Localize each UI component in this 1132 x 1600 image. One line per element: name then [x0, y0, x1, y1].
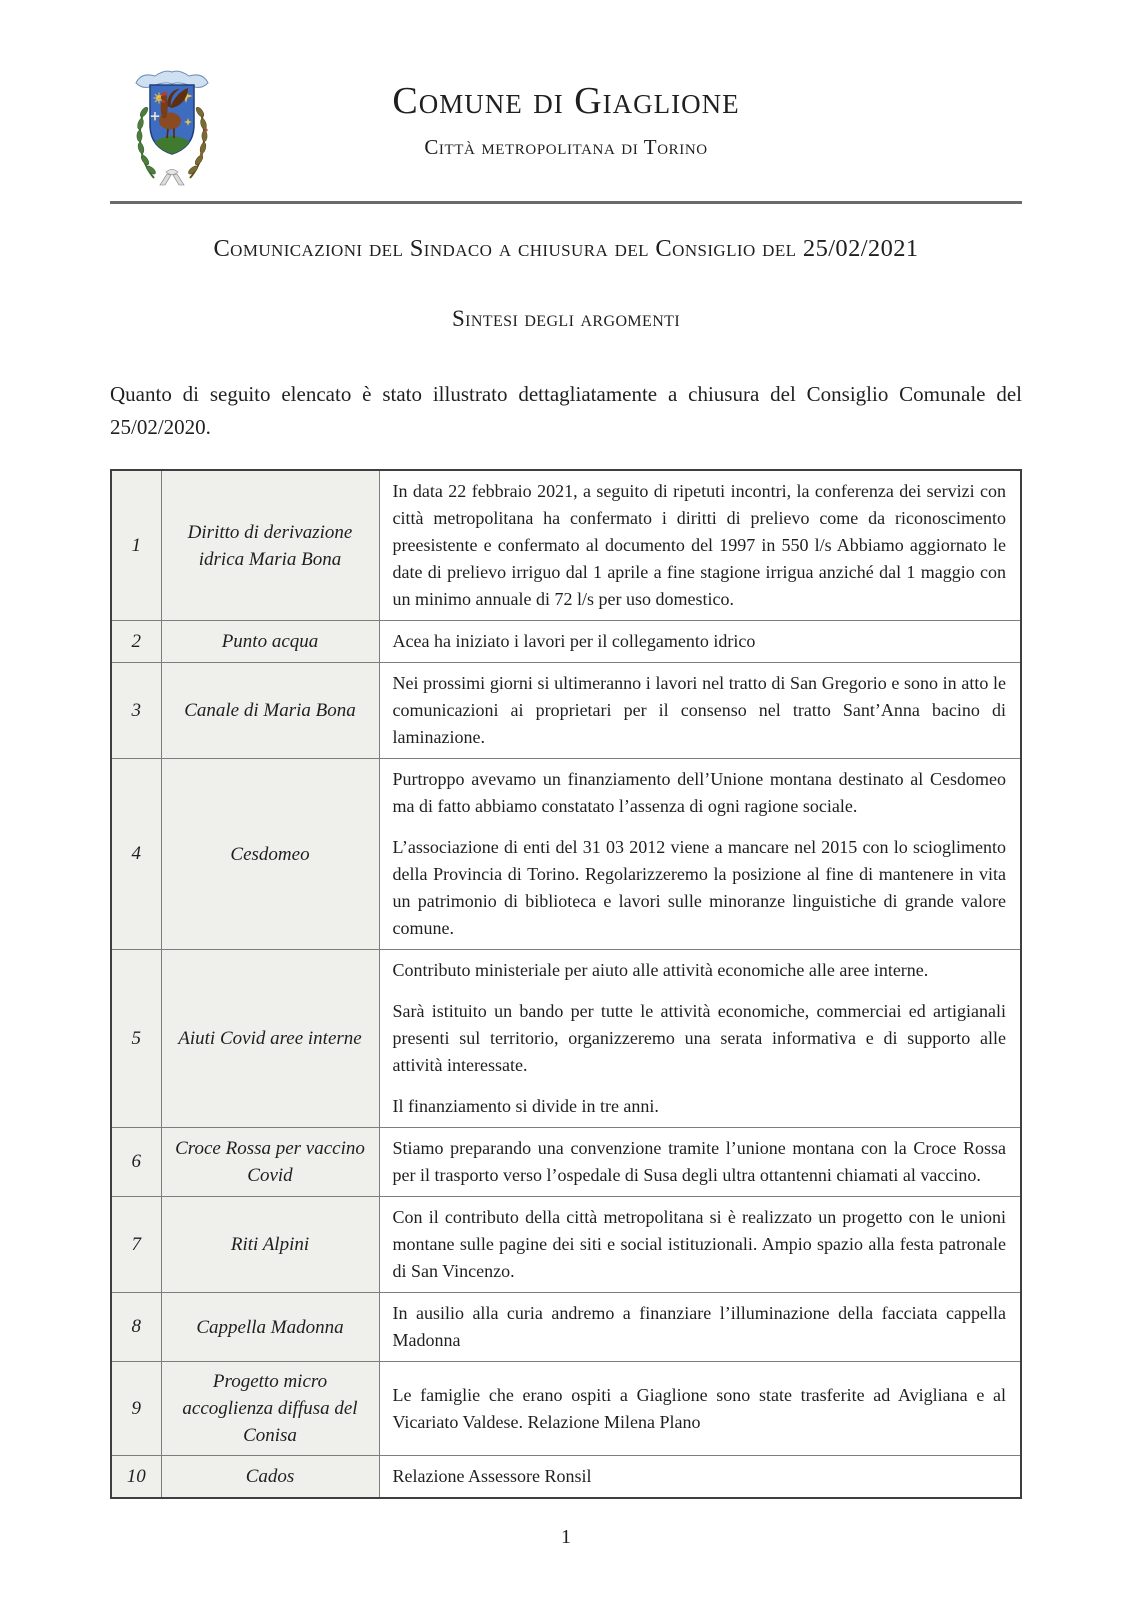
description-paragraph: Stiamo preparando una convenzione tramite l’unione montana con la Croce Rossa per il trasporto verso l’ospedale di Susa degli ultra ottantenni chiamati al vaccino.: [392, 1138, 1006, 1185]
row-number-cell: 9: [111, 1362, 161, 1456]
table-row: [111, 1128, 1021, 1197]
row-description-cell: [379, 950, 1021, 1128]
table-row: [111, 1362, 1021, 1456]
row-topic-cell: Cados: [161, 1456, 379, 1499]
municipality-title: Comune di Giaglione: [392, 80, 740, 122]
table-row: [111, 1293, 1021, 1362]
table-row: [111, 1197, 1021, 1293]
row-number-cell: 2: [111, 621, 161, 663]
row-number-cell: 1: [111, 470, 161, 621]
table-row: [111, 663, 1021, 759]
municipality-subtitle: Città metropolitana di Torino: [424, 134, 708, 159]
row-description-cell: [379, 1128, 1021, 1197]
table-row: [111, 950, 1021, 1128]
row-description-cell: [379, 470, 1021, 621]
document-heading: Comunicazioni del Sindaco a chiusura del Consiglio del 25/02/2021: [213, 235, 919, 262]
row-topic-cell: Croce Rossa per vaccino Covid: [161, 1128, 379, 1197]
row-topic-cell: Cesdomeo: [161, 759, 379, 950]
page-number: 1: [561, 1526, 571, 1548]
description-paragraph: In data 22 febbraio 2021, a seguito di ripetuti incontri, la conferenza dei servizi con città metropolitana ha confermato i diritti di prelievo come da riconoscimento preesistente e confermato al documento del 1997 in 550 l/s Abbiamo aggiornato le date di prelievo irriguo dal 1 aprile a fine stagione irrigua anziché dal 1 maggio con un minimo annuale di 72 l/s per uso domestico.: [392, 481, 1006, 609]
table-row: [111, 621, 1021, 663]
table-row: [111, 759, 1021, 950]
header-divider: [110, 201, 1022, 204]
row-topic-cell: Punto acqua: [161, 621, 379, 663]
row-description-cell: [379, 1456, 1021, 1499]
row-description-cell: [379, 663, 1021, 759]
row-topic-cell: Cappella Madonna: [161, 1293, 379, 1362]
topics-table: [110, 469, 1022, 1499]
title-block: [110, 66, 1022, 158]
row-topic-cell: Progetto micro accoglienza diffusa del Conisa: [161, 1362, 379, 1456]
description-paragraph: Contributo ministeriale per aiuto alle attività economiche alle aree interne.: [392, 960, 929, 980]
row-description-cell: [379, 621, 1021, 663]
description-paragraph: Sarà istituito un bando per tutte le attività economiche, commerciai ed artigianali presenti sul territorio, organizzeremo una serata informativa e di supporto alle attività interessate.: [392, 1001, 1006, 1075]
row-number-cell: 8: [111, 1293, 161, 1362]
row-number-cell: 3: [111, 663, 161, 759]
description-paragraph: In ausilio alla curia andremo a finanziare l’illuminazione della facciata cappella Madonna: [392, 1303, 1006, 1350]
row-topic-cell: Diritto di derivazione idrica Maria Bona: [161, 470, 379, 621]
description-paragraph: L’associazione di enti del 31 03 2012 viene a mancare nel 2015 con lo scioglimento della Provincia di Torino. Regolarizzeremo la posizione al fine di mantenere in vita un patrimonio di biblioteca e lavori sulle minoranze linguistiche di grande valore comune.: [392, 837, 1006, 938]
description-paragraph: Il finanziamento si divide in tre anni.: [392, 1096, 659, 1116]
document-subheading: Sintesi degli argomenti: [451, 306, 681, 331]
topics-table-body: [111, 470, 1021, 1498]
intro-paragraph: Quanto di seguito elencato è stato illustrato dettagliatamente a chiusura del Consiglio Comunale del 25/02/2020.: [110, 382, 1022, 439]
description-paragraph: Purtroppo avevamo un finanziamento dell’Unione montana destinato al Cesdomeo ma di fatto abbiamo constatato l’assenza di ogni ragione sociale.: [392, 769, 1006, 816]
row-topic-cell: Aiuti Covid aree interne: [161, 950, 379, 1128]
row-description-cell: [379, 1293, 1021, 1362]
row-topic-cell: Canale di Maria Bona: [161, 663, 379, 759]
description-paragraph: Le famiglie che erano ospiti a Giaglione sono state trasferite ad Avigliana e al Vicariato Valdese. Relazione Milena Plano: [392, 1384, 1006, 1432]
row-description-cell: [379, 1362, 1021, 1456]
coat-of-arms-icon: [126, 68, 218, 188]
description-paragraph: Relazione Assessore Ronsil: [392, 1466, 592, 1486]
table-row: [111, 1456, 1021, 1499]
row-number-cell: 6: [111, 1128, 161, 1197]
row-description-cell: [379, 759, 1021, 950]
description-paragraph: Con il contributo della città metropolitana si è realizzato un progetto con le unioni montane sulle pagine dei siti e social istituzionali. Ampio spazio alla festa patronale di San Vincenzo.: [392, 1207, 1006, 1281]
table-row: [111, 470, 1021, 621]
document-header: [110, 66, 1022, 188]
coat-of-arms: [126, 68, 218, 188]
row-topic-cell: Riti Alpini: [161, 1197, 379, 1293]
row-description-cell: [379, 1197, 1021, 1293]
row-number-cell: 10: [111, 1456, 161, 1499]
row-number-cell: 7: [111, 1197, 161, 1293]
row-number-cell: 4: [111, 759, 161, 950]
description-paragraph: Nei prossimi giorni si ultimeranno i lavori nel tratto di San Gregorio e sono in atto le comunicazioni ai proprietari per il consenso nel tratto Sant’Anna bacino di laminazione.: [392, 673, 1006, 747]
description-paragraph: Acea ha iniziato i lavori per il collegamento idrico: [392, 631, 756, 651]
row-number-cell: 5: [111, 950, 161, 1128]
